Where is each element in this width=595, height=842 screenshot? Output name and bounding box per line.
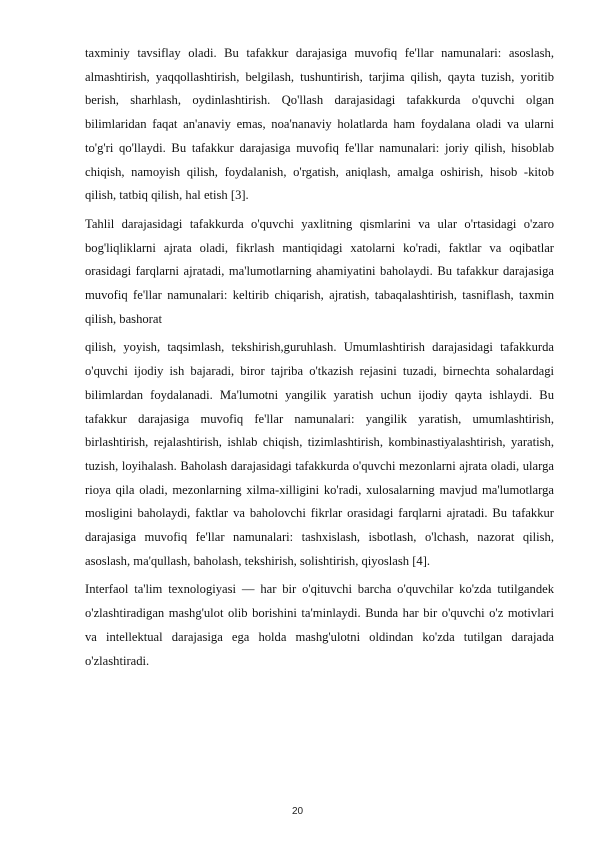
page-number: 20: [291, 806, 304, 817]
paragraph-2: Tahlil darajasidagi tafakkurda o'quvchi yaxlitning qismlarini va ular o'rtasidagi o'zaro bog'liqliklarni ajrata oladi, fikrlash mantiqidagi xatolarni ko'radi, faktlar va oqibatlar orasidagi farqlarni ajratadi, ma'lumotlarning ahamiyatini baholaydi. Bu tafakkur darajasiga muvofiq fe'llar namunalari: keltirib chiqarish, ajratish, tabaqalashtirish, tasniflash, taxmin qilish, bashorat: [85, 216, 554, 326]
paragraph-4: Interfaol ta'lim texnologiyasi — har bir o'qituvchi barcha o'quvchilar ko'zda tutilgandek o'zlashtiradigan mashg'ulot olib borishini ta'minlaydi. Bunda har bir o'quvchi o'z motivlari va intellektual darajasiga ega holda mashg'ulotni oldindan ko'zda tutilgan darajada o'zlashtiradi.: [85, 582, 554, 668]
document-body: [85, 42, 554, 673]
paragraph-1: taxminiy tavsiflay oladi. Bu tafakkur darajasiga muvofiq fe'llar namunalari: asoslash, almashtirish, yaqqollashtirish, belgilash, tushuntirish, tarjima qilish, qayta tuzish, yoritib berish, sharhlash, oydinlashtirish. Qo'llash darajasidagi tafakkurda o'quvchi olgan bilimlaridan faqat an'anaviy emas, noa'nanaviy holatlarda ham foydalana oladi va ularni to'g'ri qo'llaydi. Bu tafakkur darajasiga muvofiq fe'llar namunalari: joriy qilish, hisoblab chiqish, namoyish qilish, foydalanish, o'rgatish, aniqlash, amalga oshirish, hisob -kitob qilish, tatbiq qilish, hal etish [3].: [85, 46, 554, 203]
paragraph-3: qilish, yoyish, taqsimlash, tekshirish,guruhlash. Umumlashtirish darajasidagi tafakkurda o'quvchi ijodiy ish bajaradi, biror tajriba o'tkazish rejasini tuzadi, birnechta sohalardagi bilimlardan foydalanadi. Ma'lumotni yangilik yaratish uchun ijodiy qayta ishlaydi. Bu tafakkur darajasiga muvofiq fe'llar namunalari: yangilik yaratish, umumlashtirish, birlashtirish, rejalashtirish, ishlab chiqish, tizimlashtirish, kombinastiyalashtirish, yaratish, tuzish, loyihalash. Baholash darajasidagi tafakkurda o'quvchi mezonlarni ajrata oladi, ularga rioya qila oladi, mezonlarning xilma-xilligini ko'radi, xulosalarning mavjud ma'lumotlarga mosligini baholaydi, faktlar va baholovchi fikrlar orasidagi farqlarni ajratadi. Bu tafakkur darajasiga muvofiq fe'llar namunalari: tashxislash, isbotlash, o'lchash, nazorat qilish, asoslash, ma'qullash, baholash, tekshirish, solishtirish, qiyoslash [4].: [85, 340, 554, 568]
